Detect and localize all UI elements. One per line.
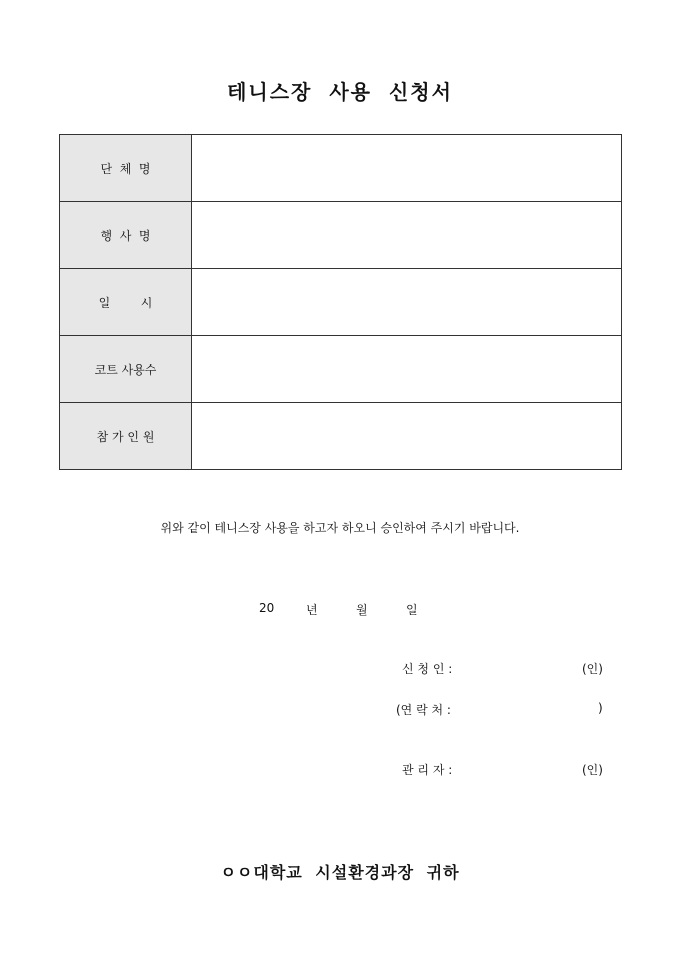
table-row <box>60 403 622 470</box>
application-table <box>59 134 622 470</box>
row-label-cell <box>60 202 192 269</box>
date-month-label: 월 <box>356 603 368 617</box>
group-name-label: 단 체 명 <box>100 161 151 176</box>
event-name-field[interactable] <box>192 202 622 269</box>
row-label-cell <box>60 269 192 336</box>
court-count-label: 코트 사용수 <box>94 362 157 377</box>
table-row <box>60 135 622 202</box>
table-row <box>60 202 622 269</box>
manager-seal: (인) <box>582 763 603 777</box>
manager-label: 관 리 자 : <box>402 763 453 777</box>
contact-close: ) <box>598 701 603 715</box>
applicant-label: 신 청 인 : <box>402 662 453 676</box>
group-name-field[interactable] <box>192 135 622 202</box>
date-year-prefix: 20 <box>259 601 275 615</box>
datetime-label: 일 시 <box>98 295 153 310</box>
table-row <box>60 336 622 403</box>
datetime-field[interactable] <box>192 269 622 336</box>
participants-field[interactable] <box>192 403 622 470</box>
applicant-seal: (인) <box>582 662 603 676</box>
recipient-footer: ㅇㅇ대학교 시설환경과장 귀하 <box>220 863 460 882</box>
request-statement: 위와 같이 테니스장 사용을 하고자 하오니 승인하여 주시기 바랍니다. <box>160 521 520 535</box>
court-count-field[interactable] <box>192 336 622 403</box>
row-label-cell <box>60 135 192 202</box>
form-title: 테니스장 사용 신청서 <box>227 80 453 104</box>
event-name-label: 행 사 명 <box>100 228 151 243</box>
participants-label: 참 가 인 원 <box>96 429 155 444</box>
row-label-cell <box>60 336 192 403</box>
date-day-label: 일 <box>406 603 418 617</box>
contact-label: (연 락 처 : <box>396 703 451 717</box>
table-row <box>60 269 622 336</box>
date-year-label: 년 <box>306 603 318 617</box>
row-label-cell <box>60 403 192 470</box>
